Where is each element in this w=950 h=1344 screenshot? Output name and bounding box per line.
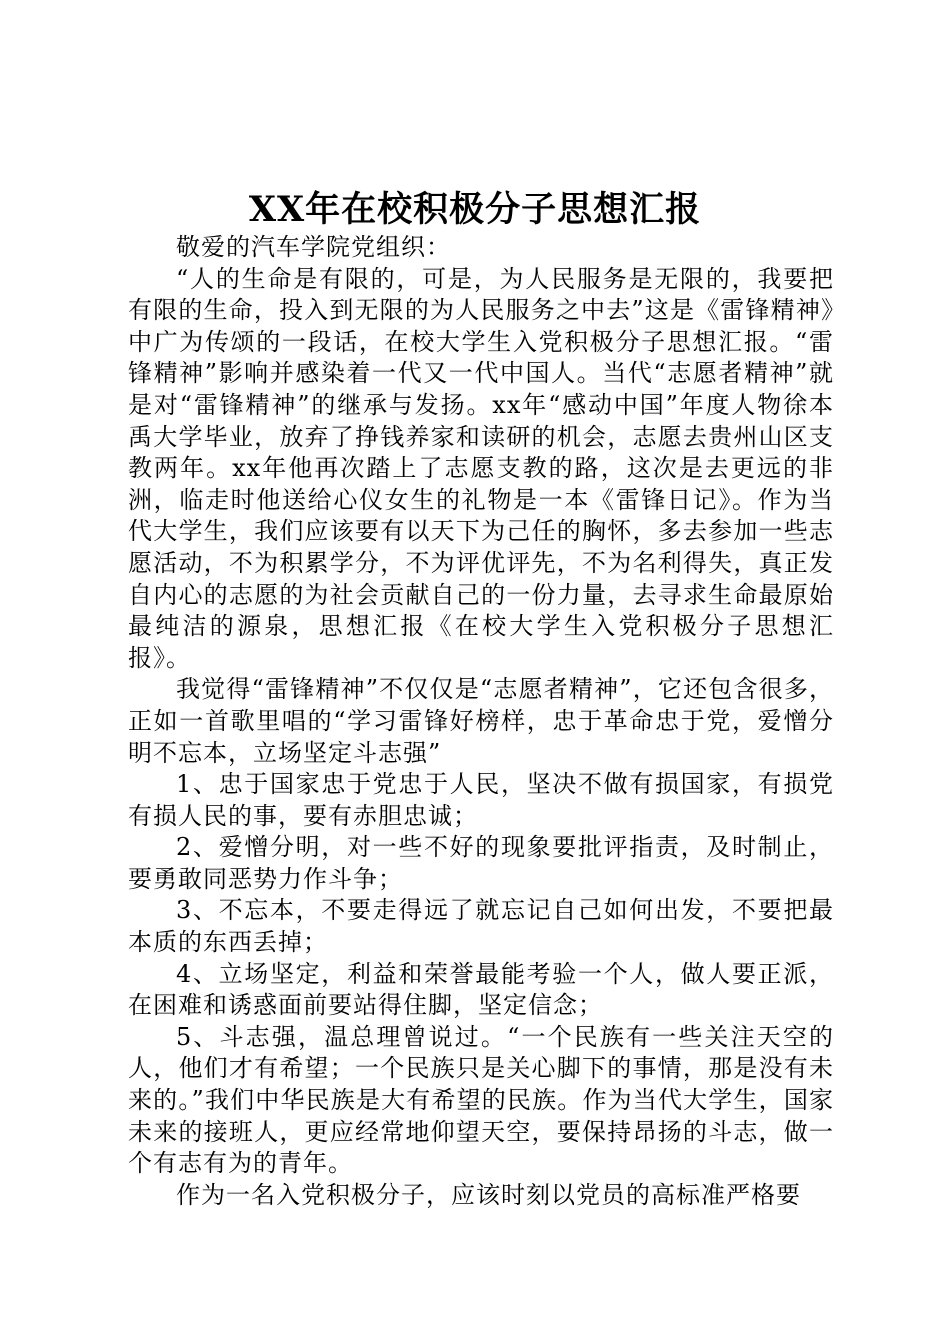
list-item-2: 2、爱憎分明，对一些不好的现象要批评指责，及时制止，要勇敢同恶势力作斗争； xyxy=(128,833,834,893)
list-item-1: 1、忠于国家忠于党忠于人民，坚决不做有损国家，有损党有损人民的事，要有赤胆忠诚； xyxy=(128,770,834,830)
document-title: XX年在校积极分子思想汇报 xyxy=(248,189,702,230)
paragraph-lei-feng-spirit: 我觉得“雷锋精神”不仅仅是“志愿者精神”，它还包含很多，正如一首歌里唱的“学习雷锋好榜样，忠于革命忠于党，爱憎分明不忘本，立场坚定斗志强” xyxy=(128,675,834,767)
paragraph-closing: 作为一名入党积极分子，应该时刻以党员的高标准严格要 xyxy=(176,1180,801,1209)
list-item-4: 4、立场坚定，利益和荣誉最能考验一个人，做人要正派，在困难和诱惑面前要站得住脚，坚定信念； xyxy=(128,959,834,1020)
document-body xyxy=(128,232,834,1211)
list-item-3: 3、不忘本，不要走得远了就忘记自己如何出发，不要把最本质的东西丢掉； xyxy=(128,896,834,957)
list-item-5: 5、斗志强，温总理曾说过。“一个民族有一些关注天空的人，他们才有希望；一个民族只是关心脚下的事情，那是没有未来的。”我们中华民族是大有希望的民族。作为当代大学生，国家未来的接班人，更应经常地仰望天空，要保持昂扬的斗志，做一个有志有为的青年。 xyxy=(128,1022,834,1178)
salutation: 敬爱的汽车学院党组织： xyxy=(176,233,451,261)
paragraph-intro: “人的生命是有限的，可是，为人民服务是无限的，我要把有限的生命，投入到无限的为人民服务之中去”这是《雷锋精神》中广为传颂的一段话，在校大学生入党积极分子思想汇报。“雷锋精神”影响并感染着一代又一代中国人。当代“志愿者精神”就是对“雷锋精神”的继承与发扬。xx年“感动中国”年度人物徐本禹大学毕业，放弃了挣钱养家和读研的机会，志愿去贵州山区支教两年。xx年他再次踏上了志愿支教的路，这次是去更远的非洲，临走时他送给心仪女生的礼物是一本《雷锋日记》。作为当代大学生，我们应该要有以天下为己任的胸怀，多去参加一些志愿活动，不为积累学分，不为评优评先，不为名利得失，真正发自内心的志愿的为社会贡献自己的一份力量，去寻求生命最原始最纯洁的源泉，思想汇报《在校大学生入党积极分子思想汇报》。 xyxy=(128,264,834,672)
